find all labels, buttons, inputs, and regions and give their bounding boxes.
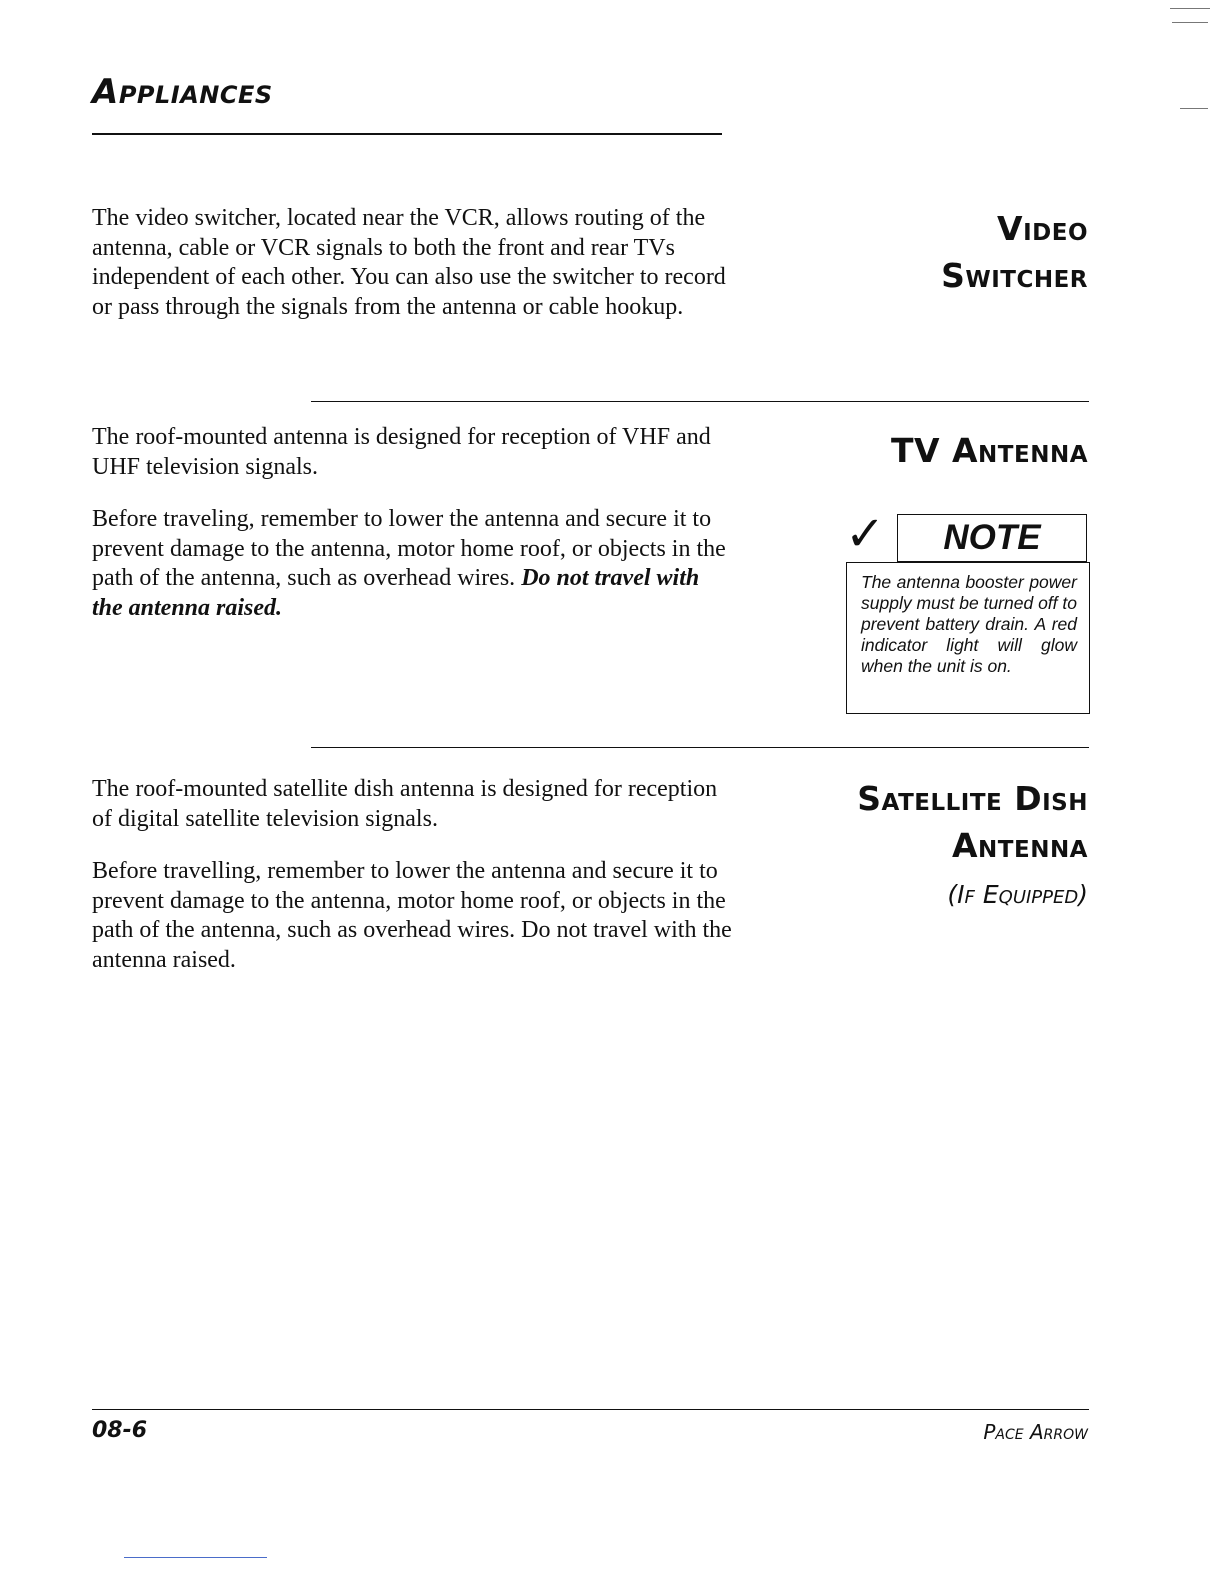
satellite-dish-heading bbox=[857, 775, 1088, 869]
video-switcher-heading bbox=[941, 205, 1088, 299]
margin-mark bbox=[1170, 8, 1210, 9]
blue-line-mark bbox=[124, 1557, 267, 1558]
tv-antenna-heading: TV Antenna bbox=[890, 431, 1088, 470]
footer-brand: Pace Arrow bbox=[983, 1420, 1088, 1444]
margin-mark bbox=[1180, 108, 1208, 109]
video-switcher-heading-line1: Video bbox=[997, 209, 1088, 248]
footer-page-number: 08-6 bbox=[92, 1418, 148, 1443]
chapter-title: Appliances bbox=[92, 72, 273, 112]
video-switcher-paragraph: The video switcher, located near the VCR, allows routing of the antenna, cable or VCR signals to both the front and rear TVs independent of each other. You can also use the switcher to record or pass through the signals from the antenna or cable hookup. bbox=[92, 205, 726, 320]
satellite-dish-paragraph-1: The roof-mounted satellite dish antenna is designed for reception of digital satellite television signals. bbox=[92, 776, 718, 832]
note-label: NOTE bbox=[897, 514, 1087, 562]
video-switcher-heading-line2: Switcher bbox=[941, 256, 1088, 295]
video-switcher-body bbox=[92, 204, 732, 345]
section-divider bbox=[311, 747, 1089, 748]
satellite-dish-paragraph-2: Before travelling, remember to lower the antenna and secure it to prevent damage to the antenna, motor home roof, or objects in the path of the antenna, such as overhead wires. Do not travel with the antenna raised. bbox=[92, 858, 732, 973]
margin-mark bbox=[1172, 22, 1208, 23]
tv-antenna-body bbox=[92, 423, 732, 623]
tv-antenna-paragraph-2: Before traveling, remember to lower the antenna and secure it to prevent damage to the antenna, motor home roof, or objects in the path of the antenna, such as overhead wires. bbox=[92, 506, 726, 591]
tv-antenna-warning: Do not travel with the antenna raised. bbox=[92, 565, 700, 621]
section-divider bbox=[311, 401, 1089, 402]
satellite-dish-heading-line2: Antenna bbox=[952, 826, 1088, 865]
satellite-dish-body bbox=[92, 775, 732, 998]
satellite-dish-subheading: (If Equipped) bbox=[947, 880, 1088, 909]
satellite-dish-heading-line1: Satellite Dish bbox=[857, 779, 1088, 818]
checkmark-icon: ✓ bbox=[845, 506, 886, 562]
note-text: The antenna booster power supply must be turned off to prevent battery drain. A red indicator light will glow when the unit is on. bbox=[861, 572, 1077, 676]
tv-antenna-paragraph-1: The roof-mounted antenna is designed for reception of VHF and UHF television signals. bbox=[92, 424, 711, 480]
header-rule bbox=[92, 133, 722, 135]
footer-rule bbox=[92, 1409, 1089, 1410]
note-box bbox=[846, 562, 1090, 714]
